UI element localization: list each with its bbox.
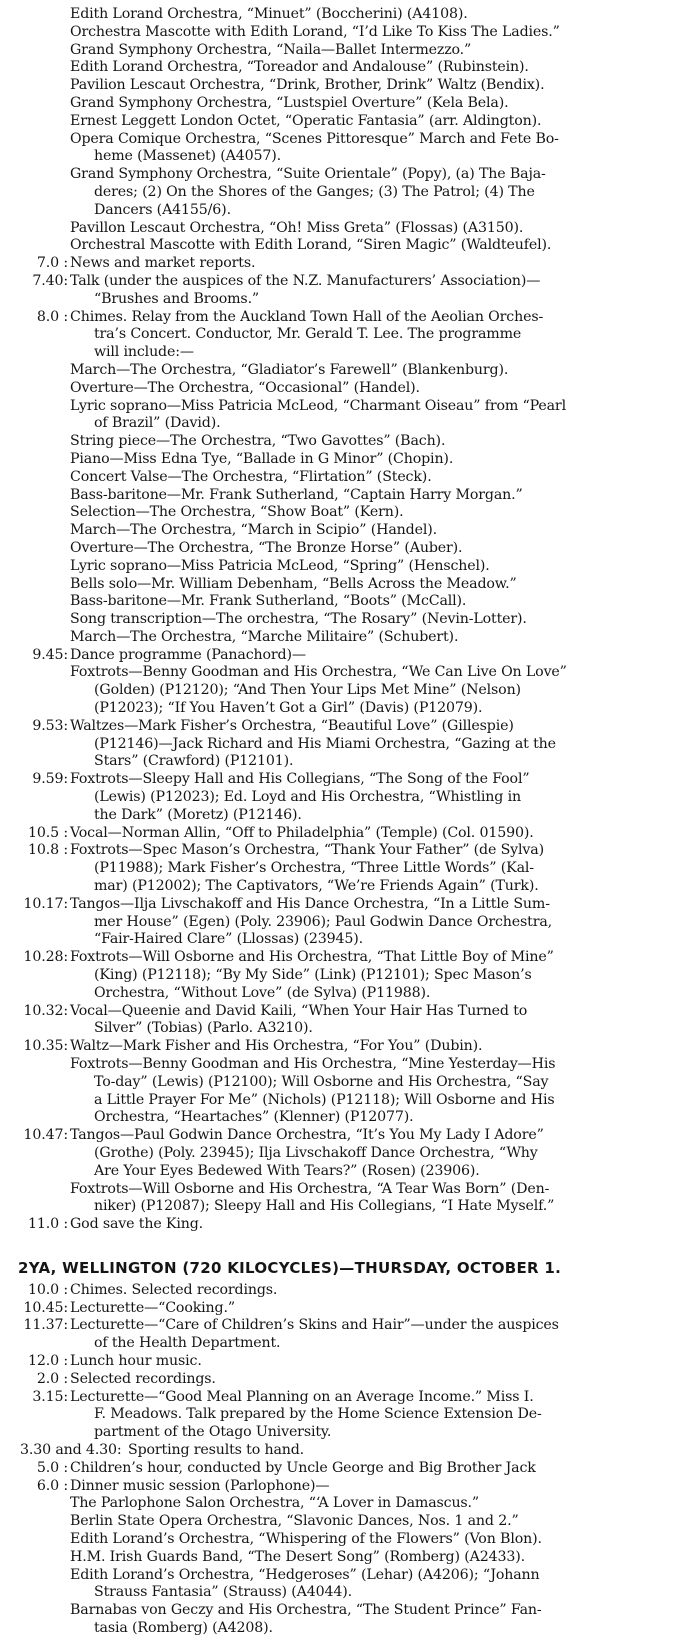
programme-entry	[0, 77, 700, 95]
programme-entry	[0, 771, 700, 824]
entry-continuation-line: (Golden) (P12120); “And Then Your Lips Met Mine” (Nelson)	[94, 682, 521, 699]
entry-text: Foxtrots—Benny Goodman and His Orchestra, “We Can Live On Love”	[70, 664, 567, 681]
entry-text: Edith Lorand’s Orchestra, “Hedgeroses” (Lehar) (A4206); “Johann	[70, 1566, 540, 1583]
entry-continuation-line: will include:—	[94, 344, 194, 361]
entry-continuation-line: deres; (2) On the Shores of the Ganges; (3) The Patrol; (4) The	[94, 183, 535, 200]
entry-time: 7.40:	[32, 272, 68, 289]
entry-text: Lecturette—“Cooking.”	[70, 1299, 235, 1316]
entry-text: Grand Symphony Orchestra, “Lustspiel Overture” (Kela Bela).	[70, 94, 509, 111]
programme-list-2	[0, 1282, 700, 1638]
entry-first-line	[0, 1353, 700, 1371]
programme-entry	[0, 1056, 700, 1127]
entry-text: Bass-baritone—Mr. Frank Sutherland, “Captain Harry Morgan.”	[70, 486, 523, 503]
entry-continuation-line: Orchestra, “Without Love” (de Sylva) (P11988).	[94, 984, 431, 1001]
entry-continuation-line: Strauss Fantasia” (Strauss) (A4044).	[94, 1584, 353, 1601]
programme-entry	[0, 718, 700, 771]
entry-text: Piano—Miss Edna Tye, “Ballade in G Minor” (Chopin).	[70, 450, 454, 467]
programme-entry	[0, 469, 700, 487]
programme-entry	[0, 1282, 700, 1300]
entry-first-line	[0, 629, 700, 647]
entry-text: March—The Orchestra, “Marche Militaire” (Schubert).	[70, 628, 459, 645]
entry-text: H.M. Irish Guards Band, “The Desert Song” (Romberg) (A2433).	[70, 1548, 525, 1565]
entry-time: 10.5 :	[28, 824, 68, 841]
programme-entry	[0, 1567, 700, 1603]
entry-first-line	[0, 273, 700, 291]
entry-continuation-line: Orchestra, “Heartaches” (Klenner) (P12077).	[94, 1109, 414, 1126]
programme-entry	[0, 24, 700, 42]
programme-entry	[0, 1389, 700, 1442]
entry-time: 10.45:	[23, 1299, 68, 1316]
entry-text: God save the King.	[70, 1216, 204, 1233]
entry-first-line	[0, 647, 700, 665]
programme-entry	[0, 398, 700, 434]
entry-continuation-line: niker) (P12087); Sleepy Hall and His Collegians, “I Hate Myself.”	[94, 1198, 555, 1215]
entry-first-line	[0, 77, 700, 95]
entry-text: Selected recordings.	[70, 1370, 216, 1387]
entry-continuation-line: (Grothe) (Poly. 23945); Ilja Livschakoff Dance Orchestra, “Why	[94, 1145, 538, 1161]
entry-first-line	[0, 611, 700, 629]
programme-entry	[0, 166, 700, 219]
entry-first-line	[0, 1056, 700, 1074]
entry-time: 11.0 :	[28, 1216, 68, 1233]
entry-first-line	[0, 433, 700, 451]
entry-first-line	[0, 896, 700, 914]
entry-first-line	[0, 1003, 700, 1021]
programme-entry	[0, 1038, 700, 1056]
entry-first-line	[0, 1371, 700, 1389]
entry-continuation-line: F. Meadows. Talk prepared by the Home Science Extension De-	[94, 1406, 542, 1423]
programme-entry	[0, 451, 700, 469]
entry-time: 3.30 and 4.30:	[20, 1441, 122, 1458]
programme-entry	[0, 896, 700, 949]
entry-text: Vocal—Queenie and David Kaili, “When Your Hair Has Turned to	[70, 1002, 528, 1019]
entry-text: Lunch hour music.	[70, 1352, 202, 1369]
entry-text: Dance programme (Panachord)—	[70, 646, 306, 663]
entry-time: 10.0 :	[28, 1281, 68, 1298]
entry-first-line	[0, 842, 700, 860]
entry-continuation-line: of the Health Department.	[94, 1335, 281, 1352]
entry-text: Orchestra Mascotte with Edith Lorand, “I’d Like To Kiss The Ladies.”	[70, 23, 560, 40]
programme-entry	[0, 540, 700, 558]
entry-first-line	[0, 540, 700, 558]
entry-time: 5.0 :	[36, 1459, 68, 1476]
entry-time: 10.28:	[23, 949, 68, 966]
programme-entry	[0, 380, 700, 398]
programme-entry	[0, 522, 700, 540]
entry-text: Children’s hour, conducted by Uncle George and Big Brother Jack	[70, 1459, 536, 1476]
entry-text: Ernest Leggett London Octet, “Operatic Fantasia” (arr. Aldington).	[70, 112, 542, 129]
entry-text: Edith Lorand Orchestra, “Minuet” (Boccherini) (A4108).	[70, 6, 468, 22]
entry-first-line	[0, 6, 700, 24]
entry-text: Grand Symphony Orchestra, “Suite Orientale” (Popy), (a) The Baja-	[70, 166, 546, 183]
entry-text: Talk (under the auspices of the N.Z. Manufacturers’ Association)—	[70, 272, 541, 289]
entry-text: News and market reports.	[70, 255, 256, 272]
entry-text: Waltz—Mark Fisher and His Orchestra, “For You” (Dubin).	[70, 1038, 483, 1055]
entry-continuation-line: (Lewis) (P12023); Ed. Loyd and His Orchestra, “Whistling in	[94, 789, 521, 806]
entry-text: Orchestral Mascotte with Edith Lorand, “Siren Magic” (Waldteufel).	[70, 237, 552, 254]
programme-entry	[0, 1353, 700, 1371]
entry-first-line	[0, 380, 700, 398]
programme-entry	[0, 664, 700, 717]
programme-entry	[0, 1602, 700, 1638]
programme-entry	[0, 1003, 700, 1039]
entry-first-line	[0, 255, 700, 273]
entry-time: 10.8 :	[28, 842, 68, 859]
entry-text: Chimes. Relay from the Auckland Town Hall of the Aeolian Orches-	[70, 308, 544, 325]
entry-first-line	[0, 1038, 700, 1056]
entry-time: 9.45:	[32, 646, 68, 663]
entry-text: Tangos—Ilja Livschakoff and His Dance Orchestra, “In a Little Sum-	[70, 895, 550, 912]
entry-text: Foxtrots—Will Osborne and His Orchestra, “That Little Boy of Mine”	[70, 949, 554, 966]
entry-first-line	[0, 451, 700, 469]
entry-first-line	[0, 1567, 700, 1585]
entry-continuation-line: To-day” (Lewis) (P12100); Will Osborne and His Orchestra, “Say	[94, 1073, 549, 1090]
entry-time: 10.17:	[23, 895, 68, 912]
entry-first-line	[0, 1127, 700, 1145]
programme-entry	[0, 1300, 700, 1318]
entry-first-line	[0, 487, 700, 505]
programme-entry	[0, 593, 700, 611]
entry-continuation-line: Are Your Eyes Bedewed With Tears?” (Rosen) (23906).	[94, 1162, 480, 1179]
entry-continuation-line: tra’s Concert. Conductor, Mr. Gerald T. Lee. The programme	[94, 326, 522, 343]
programme-entry	[0, 949, 700, 1002]
entry-first-line	[0, 504, 700, 522]
entry-text: Tangos—Paul Godwin Dance Orchestra, “It’s You My Lady I Adore”	[70, 1127, 544, 1144]
entry-text: March—The Orchestra, “March in Scipio” (Handel).	[70, 522, 437, 539]
entry-text: Edith Lorand’s Orchestra, “Whispering of the Flowers” (Von Blon).	[70, 1530, 542, 1547]
programme-entry	[0, 1478, 700, 1496]
entry-text: String piece—The Orchestra, “Two Gavottes” (Bach).	[70, 433, 446, 450]
programme-entry	[0, 1531, 700, 1549]
entry-text: Dinner music session (Parlophone)—	[70, 1477, 330, 1494]
entry-first-line	[0, 1300, 700, 1318]
entry-text: Concert Valse—The Orchestra, “Flirtation” (Steck).	[70, 468, 432, 485]
entry-first-line	[0, 1181, 700, 1199]
entry-first-line	[0, 1216, 700, 1234]
programme-entry	[0, 131, 700, 167]
entry-first-line	[0, 1495, 700, 1513]
entry-text: The Parlophone Salon Orchestra, “‘A Lover in Damascus.”	[70, 1495, 480, 1512]
programme-entry	[0, 1442, 700, 1460]
entry-continuation-line: tasia (Romberg) (A4208).	[94, 1619, 273, 1636]
entry-continuation-line: Dancers (A4155/6).	[94, 201, 231, 218]
entry-text: Lyric soprano—Miss Patricia McLeod, “Charmant Oiseau” from “Pearl	[70, 397, 566, 414]
entry-first-line	[0, 576, 700, 594]
programme-entry	[0, 647, 700, 665]
programme-entry	[0, 59, 700, 77]
entry-text: Song transcription—The orchestra, “The Rosary” (Nevin-Lotter).	[70, 611, 527, 628]
entry-continuation-line: Silver” (Tobias) (Parlo. A3210).	[94, 1020, 313, 1037]
programme-entry	[0, 842, 700, 895]
entry-time: 12.0 :	[28, 1352, 68, 1369]
programme-entry	[0, 629, 700, 647]
entry-continuation-line: (P12146)—Jack Richard and His Miami Orchestra, “Gazing at the	[94, 735, 556, 752]
entry-first-line	[0, 1602, 700, 1620]
entry-text: Overture—The Orchestra, “Occasional” (Handel).	[70, 379, 420, 396]
entry-continuation-line: a Little Prayer For Me” (Nichols) (P12118); Will Osborne and His	[94, 1091, 555, 1108]
entry-first-line	[0, 1531, 700, 1549]
entry-text: March—The Orchestra, “Gladiator’s Farewell” (Blankenburg).	[70, 361, 509, 378]
entry-first-line	[0, 220, 700, 238]
entry-first-line	[0, 1282, 700, 1300]
programme-entry	[0, 6, 700, 24]
programme-entry	[0, 1549, 700, 1567]
programme-entry	[0, 362, 700, 380]
programme-entry	[0, 1127, 700, 1180]
programme-entry	[0, 42, 700, 60]
entry-first-line	[0, 825, 700, 843]
entry-first-line	[0, 1389, 700, 1407]
entry-time: 2.0 :	[36, 1370, 68, 1387]
programme-entry	[0, 1216, 700, 1234]
entry-first-line	[0, 593, 700, 611]
entry-time: 8.0 :	[36, 308, 68, 325]
entry-text: Vocal—Norman Allin, “Off to Philadelphia” (Temple) (Col. 01590).	[70, 824, 534, 841]
programme-entry	[0, 1317, 700, 1353]
station-heading: 2YA, WELLINGTON (720 KILOCYCLES)—THURSDAY, OCTOBER 1.	[18, 1258, 562, 1277]
entry-first-line	[0, 166, 700, 184]
entry-text: Berlin State Opera Orchestra, “Slavonic Dances, Nos. 1 and 2.”	[70, 1513, 519, 1530]
entry-first-line	[0, 1317, 700, 1335]
entry-first-line	[0, 398, 700, 416]
entry-time: 10.32:	[23, 1002, 68, 1019]
entry-continuation-line: the Dark” (Moretz) (P12146).	[94, 806, 302, 823]
programme-entry	[0, 1495, 700, 1513]
entry-first-line	[0, 522, 700, 540]
entry-text: Lecturette—“Care of Children’s Skins and Hair”—under the auspices	[70, 1317, 559, 1334]
entry-continuation-line: “Brushes and Brooms.”	[94, 290, 260, 307]
entry-time: 3.15:	[32, 1388, 68, 1405]
programme-entry	[0, 611, 700, 629]
entry-first-line	[0, 469, 700, 487]
entry-text: Selection—The Orchestra, “Show Boat” (Kern).	[70, 504, 404, 521]
entry-time: 6.0 :	[36, 1477, 68, 1494]
entry-continuation-line: “Fair-Haired Clare” (Llossas) (23945).	[94, 931, 364, 948]
programme-entry	[0, 95, 700, 113]
entry-first-line	[0, 237, 700, 255]
entry-first-line	[0, 59, 700, 77]
entry-text: Foxtrots—Will Osborne and His Orchestra, “A Tear Was Born” (Den-	[70, 1180, 550, 1197]
programme-entry	[0, 113, 700, 131]
entry-time: 10.47:	[23, 1127, 68, 1144]
entry-continuation-line: (P11988); Mark Fisher’s Orchestra, “Three Little Words” (Kal-	[94, 860, 534, 877]
entry-time: 9.59:	[32, 771, 68, 788]
entry-first-line	[0, 131, 700, 149]
entry-time: 7.0 :	[36, 255, 68, 272]
entry-text: Foxtrots—Benny Goodman and His Orchestra, “Mine Yesterday—His	[70, 1056, 556, 1073]
entry-first-line	[0, 1513, 700, 1531]
entry-first-line	[0, 949, 700, 967]
entry-continuation-line: Stars” (Crawford) (P12101).	[94, 753, 294, 770]
programme-entry	[0, 1460, 700, 1478]
programme-entry	[0, 1371, 700, 1389]
programme-entry	[0, 576, 700, 594]
programme-entry	[0, 1513, 700, 1531]
entry-first-line	[0, 95, 700, 113]
entry-text: Barnabas von Geczy and His Orchestra, “The Student Prince” Fan-	[70, 1602, 542, 1619]
entry-first-line	[0, 1478, 700, 1496]
entry-continuation-line: (King) (P12118); “By My Side” (Link) (P12101); Spec Mason’s	[94, 967, 532, 984]
programme-entry	[0, 255, 700, 273]
entry-text: Lyric soprano—Miss Patricia McLeod, “Spring” (Henschel).	[70, 557, 490, 574]
programme-entry	[0, 558, 700, 576]
entry-text: Foxtrots—Sleepy Hall and His Collegians, “The Song of the Fool”	[70, 771, 530, 788]
entry-text: Bells solo—Mr. William Debenham, “Bells Across the Meadow.”	[70, 575, 517, 592]
entry-continuation-line: mar) (P12002); The Captivators, “We’re Friends Again” (Turk).	[94, 878, 539, 895]
entry-text: Sporting results to hand.	[128, 1441, 305, 1458]
programme-entry	[0, 220, 700, 238]
entry-time: 10.35:	[23, 1038, 68, 1055]
entry-text: Waltzes—Mark Fisher’s Orchestra, “Beautiful Love” (Gillespie)	[70, 717, 514, 734]
entry-continuation-line: of Brazil” (David).	[94, 415, 221, 432]
programme-entry	[0, 504, 700, 522]
programme-entry	[0, 273, 700, 309]
entry-continuation-line: partment of the Otago University.	[94, 1424, 332, 1441]
entry-first-line	[0, 1549, 700, 1567]
programme-entry	[0, 825, 700, 843]
programme-entry	[0, 487, 700, 505]
programme-entry	[0, 433, 700, 451]
entry-first-line	[0, 24, 700, 42]
entry-first-line	[0, 558, 700, 576]
entry-text: Edith Lorand Orchestra, “Toreador and Andalouse” (Rubinstein).	[70, 59, 529, 76]
entry-text: Bass-baritone—Mr. Frank Sutherland, “Boots” (McCall).	[70, 593, 467, 610]
entry-first-line	[0, 1460, 700, 1478]
entry-time: 11.37:	[23, 1317, 68, 1334]
entry-text: Foxtrots—Spec Mason’s Orchestra, “Thank Your Father” (de Sylva)	[70, 842, 544, 859]
entry-time: 9.53:	[32, 717, 68, 734]
entry-continuation-line: mer House” (Egen) (Poly. 23906); Paul Godwin Dance Orchestra,	[94, 913, 553, 930]
entry-text: Lecturette—“Good Meal Planning on an Average Income.” Miss I.	[70, 1388, 534, 1405]
programme-entry	[0, 237, 700, 255]
entry-text: Opera Comique Orchestra, “Scenes Pittoresque” March and Fete Bo-	[70, 130, 559, 147]
entry-continuation-line: (P12023); “If You Haven’t Got a Girl” (Davis) (P12079).	[94, 700, 483, 717]
entry-text: Pavillon Lescaut Orchestra, “Oh! Miss Greta” (Flossas) (A3150).	[70, 219, 524, 236]
entry-text: Grand Symphony Orchestra, “Naila—Ballet Intermezzo.”	[70, 41, 472, 58]
entry-text: Chimes. Selected recordings.	[70, 1281, 278, 1298]
programme-entry	[0, 1181, 700, 1217]
entry-continuation-line: heme (Massenet) (A4057).	[94, 148, 281, 165]
entry-text: Pavilion Lescaut Orchestra, “Drink, Brother, Drink” Waltz (Bendix).	[70, 77, 545, 94]
entry-first-line	[0, 362, 700, 380]
entry-first-line	[0, 113, 700, 131]
entry-first-line	[0, 42, 700, 60]
entry-first-line	[0, 309, 700, 327]
entry-text: Overture—The Orchestra, “The Bronze Horse” (Auber).	[70, 539, 463, 556]
entry-first-line	[0, 664, 700, 682]
programme-entry	[0, 309, 700, 362]
entry-first-line	[0, 718, 700, 736]
entry-first-line	[0, 771, 700, 789]
entry-first-line	[0, 1442, 700, 1460]
